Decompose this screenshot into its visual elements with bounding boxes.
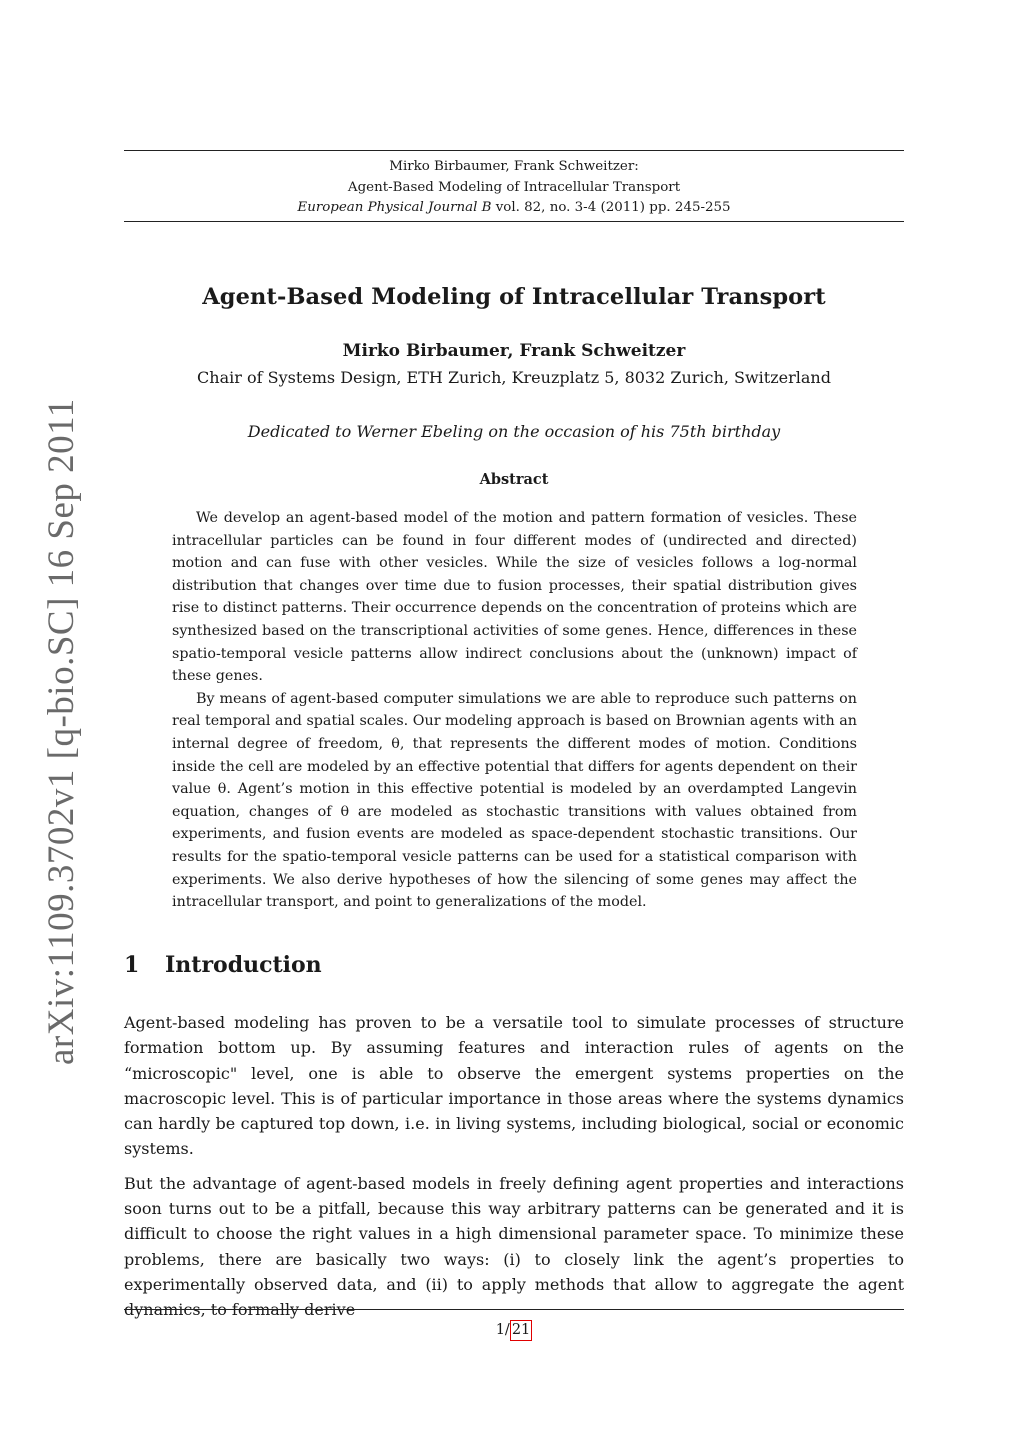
header-citation: [124, 198, 904, 219]
paper-affiliation: Chair of Systems Design, ETH Zurich, Kreuzplatz 5, 8032 Zurich, Switzerland: [197, 368, 831, 387]
section-heading-introduction: [124, 952, 904, 978]
abstract-heading: Abstract: [479, 471, 549, 488]
introduction-body: [124, 1010, 904, 1332]
abstract-body: [172, 507, 857, 914]
header-authors: Mirko Birbaumer, Frank Schweitzer:: [389, 159, 639, 174]
abstract-paragraph: By means of agent-based computer simulations we are able to reproduce such patterns on real temporal and spatial scales. Our modeling approach is based on Brownian agents with an internal degree of freedom, θ, that represents the different modes of motion. Conditions inside the cell are modeled by an effective potential that differs for agents dependent on their value θ. Agent’s motion in this effective potential is modeled by an overdampted Langevin equation, changes of θ are modeled as stochastic transitions with values obtained from experiments, and fusion events are modeled as space-dependent stochastic transitions. Our results for the spatio-temporal vesicle patterns can be used for a statistical comparison with experiments. We also derive hypotheses of how the silencing of some genes may affect the intracellular transport, and point to generalizations of the model.: [172, 690, 857, 911]
body-paragraph: Agent-based modeling has proven to be a versatile tool to simulate processes of structure formation bottom up. By assuming features and interaction rules of agents on the “microscopic" level, one is able to observe the emergent systems properties on the macroscopic level. This is of particular importance in those areas where the systems dynamics can hardly be captured top down, i.e. in living systems, including biological, social or economic systems.: [124, 1013, 904, 1159]
section-title: Introduction: [165, 952, 322, 978]
journal-name: European Physical Journal B: [297, 200, 492, 215]
abstract-paragraph: We develop an agent-based model of the motion and pattern formation of vesicles. These intracellular particles can be found in four different modes of (undirected and directed) motion and can fuse with other vesicles. While the size of vesicles follows a log-normal distribution that changes over time due to fusion processes, their spatial distribution gives rise to distinct patterns. Their occurrence depends on the concentration of proteins which are synthesized based on the transcriptional activities of some genes. Hence, differences in these spatio-temporal vesicle patterns allow indirect conclusions about the (unknown) impact of these genes.: [172, 510, 857, 685]
page-number: [124, 1320, 904, 1341]
paper-authors: Mirko Birbaumer, Frank Schweitzer: [342, 341, 686, 361]
section-number: 1: [124, 952, 140, 978]
footer-rule: [124, 1309, 904, 1310]
header-top-rule: [124, 150, 904, 151]
journal-header: [124, 157, 904, 219]
paper-dedication: Dedicated to Werner Ebeling on the occasion of his 75th birthday: [247, 422, 781, 441]
arxiv-identifier-stamp: arXiv:1109.3702v1 [q-bio.SC] 16 Sep 2011: [41, 398, 82, 1065]
header-title: Agent-Based Modeling of Intracellular Transport: [347, 179, 681, 195]
paper-title: Agent-Based Modeling of Intracellular Transport: [202, 284, 826, 310]
header-bottom-rule: [124, 221, 904, 222]
journal-volume: vol. 82, no. 3-4 (2011) pp. 245-255: [491, 200, 731, 215]
page-total-link[interactable]: 21: [510, 1320, 532, 1341]
body-paragraph: But the advantage of agent-based models in freely defining agent properties and interactions soon turns out to be a pitfall, because this way arbitrary patterns can be generated and it is difficult to choose the right values in a high dimensional parameter space. To minimize these problems, there are basically two ways: (i) to closely link the agent’s properties to experimentally observed data, and (ii) to apply methods that allow to aggregate the agent dynamics, to formally derive: [124, 1173, 904, 1320]
page-current: 1/: [495, 1322, 510, 1338]
